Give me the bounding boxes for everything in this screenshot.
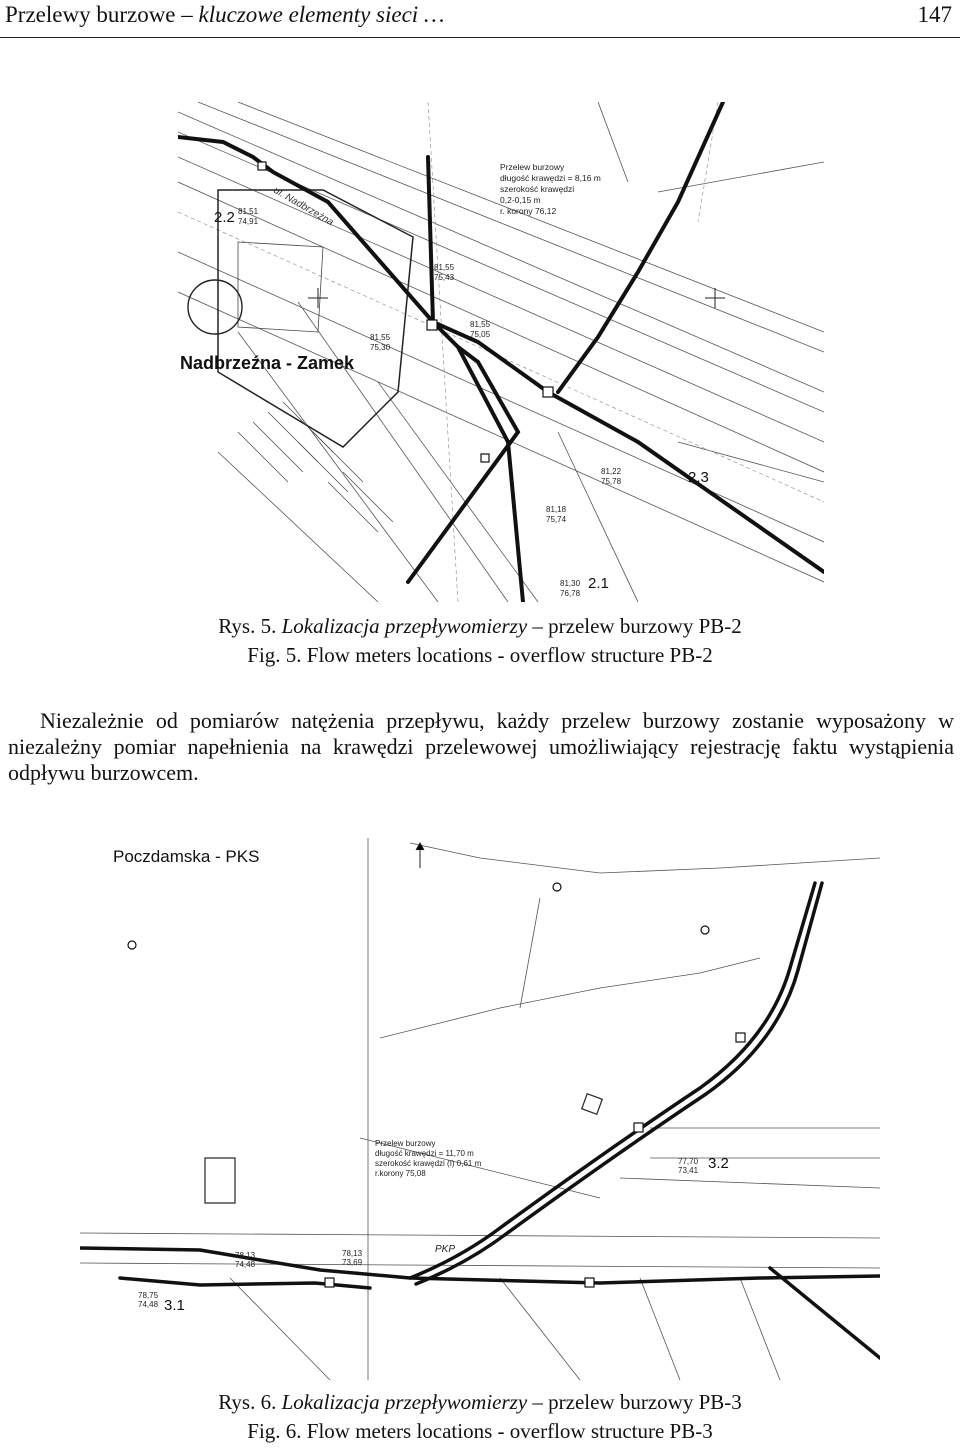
- running-header: [0, 0, 960, 38]
- overflow-annotation: szerokość krawędzi (I) 0,61 m: [375, 1159, 482, 1168]
- overflow-annotation: Przelew burzowy: [375, 1139, 436, 1148]
- elevation-label: 81,18: [546, 505, 567, 514]
- elevation-label: 81,55: [370, 333, 391, 342]
- header-title-plain: Przelewy burzowe –: [5, 2, 199, 27]
- overflow-annotation: r. korony 76,12: [500, 206, 557, 216]
- elevation-label: 81,55: [434, 263, 455, 272]
- figure-5-street-label: ul. Nadbrzeżna: [271, 185, 336, 229]
- elevation-label: 81,30: [560, 579, 581, 588]
- elevation-label: 78,13: [235, 1251, 256, 1260]
- figure-5-caption-suffix: – przelew burzowy PB-2: [527, 614, 742, 638]
- figure-6-caption-italic: Lokalizacja przepływomierzy: [281, 1390, 528, 1414]
- figure-5-caption-pl: [0, 614, 960, 638]
- figure-6-caption-suffix: – przelew burzowy PB-3: [527, 1390, 742, 1414]
- figure-6-caption-en: Fig. 6. Flow meters locations - overflow structure PB-3: [247, 1419, 713, 1443]
- figure-5-map: [178, 102, 824, 602]
- elevation-label: 74,91: [238, 217, 259, 226]
- figure-5-caption-italic: Lokalizacja przepływomierzy: [281, 614, 528, 638]
- elevation-label: 75,74: [546, 515, 567, 524]
- figure-5-drawing: [178, 102, 824, 602]
- figure-5-node-label: 2.3: [688, 469, 709, 486]
- overflow-annotation: 0,2-0,15 m: [500, 195, 541, 205]
- elevation-label: 78,75: [138, 1291, 159, 1300]
- elevation-label: 78,13: [342, 1249, 363, 1258]
- figure-5-caption-en: Fig. 5. Flow meters locations - overflow structure PB-2: [247, 643, 713, 667]
- overflow-annotation: Przelew burzowy: [500, 162, 565, 172]
- elevation-label: 73,69: [342, 1258, 363, 1267]
- elevation-label: 77,70: [678, 1157, 699, 1166]
- elevation-label: 75,05: [470, 330, 491, 339]
- figure-5-title: Nadbrzeźna - Zamek: [180, 353, 355, 373]
- figure-6-caption-prefix: Rys. 6.: [218, 1390, 282, 1414]
- overflow-annotation: długość krawędzi = 8,16 m: [500, 173, 601, 183]
- overflow-annotation: długość krawędzi = 11,70 m: [375, 1149, 474, 1158]
- elevation-label: 75,30: [370, 343, 391, 352]
- overflow-annotation: szerokość krawędzi: [500, 184, 575, 194]
- figure-5-caption-prefix: Rys. 5.: [218, 614, 282, 638]
- figure-6-pkp-label: PKP: [435, 1244, 456, 1255]
- running-header-title: [5, 2, 444, 28]
- figure-5-node-label: 2.2: [214, 209, 235, 226]
- elevation-label: 73,41: [678, 1166, 699, 1175]
- elevation-label: 81,55: [470, 320, 491, 329]
- figure-6-caption-pl: [0, 1390, 960, 1414]
- figure-6-node-label: 3.2: [708, 1155, 729, 1172]
- elevation-label: 74,48: [138, 1300, 159, 1309]
- elevation-label: 74,48: [235, 1260, 256, 1269]
- header-title-italic: kluczowe elementy sieci …: [198, 2, 445, 27]
- figure-6-node-label: 3.1: [164, 1297, 185, 1314]
- elevation-label: 75,78: [601, 477, 622, 486]
- elevation-label: 81,51: [238, 207, 259, 216]
- figure-5-node-label: 2.1: [588, 575, 609, 592]
- elevation-label: 75,43: [434, 273, 455, 282]
- elevation-label: 76,78: [560, 589, 581, 598]
- page-number: 147: [917, 2, 952, 27]
- figure-6-title: Poczdamska - PKS: [113, 847, 260, 866]
- body-paragraph: Niezależnie od pomiarów natężenia przepływu, każdy przelew burzowy zostanie wyposażony w niezależny pomiar napełnienia na krawędzi przelewowej umożliwiający rejestrację faktu wystąpienia odpływu burzowcem.: [8, 708, 954, 785]
- overflow-annotation: r.korony 75,08: [375, 1169, 426, 1178]
- figure-6-map: [80, 838, 880, 1380]
- figure-6-drawing: [80, 838, 880, 1380]
- elevation-label: 81,22: [601, 467, 622, 476]
